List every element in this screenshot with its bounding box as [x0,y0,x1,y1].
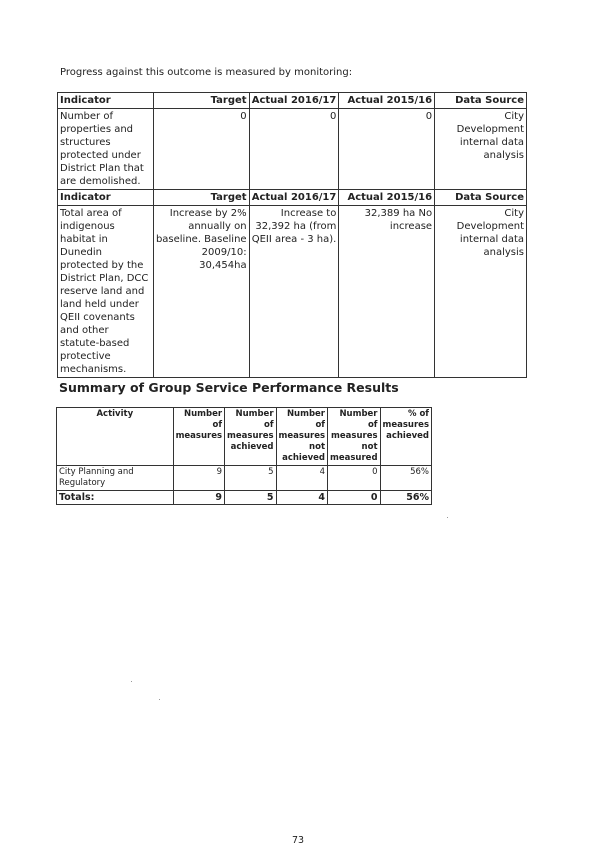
header-measures-achieved: Number of measures achieved [225,408,276,466]
scan-speck [159,699,160,700]
table-header-row [57,408,432,466]
not-measured-cell: 0 [328,466,381,491]
target-cell: 0 [153,109,249,190]
summary-table [56,407,432,505]
header-data-source: Data Source [435,190,527,206]
header-activity: Activity [57,408,174,466]
scan-speck [447,517,448,518]
totals-row [57,491,432,505]
actual-2015-16-cell: 0 [339,109,435,190]
scan-speck [131,681,132,682]
summary-heading: Summary of Group Service Performance Results [59,380,399,395]
not-measured-cell: 0 [328,491,381,505]
achieved-cell: 5 [225,491,276,505]
intro-text: Progress against this outcome is measured by monitoring: [60,67,353,78]
achieved-cell: 5 [225,466,276,491]
data-source-cell: City Development internal data analysis [435,206,527,378]
outcome-indicator-table [57,92,527,378]
activity-cell: City Planning and Regulatory [57,466,174,491]
not-achieved-cell: 4 [276,466,327,491]
header-measures-not-achieved: Number of measures not achieved [276,408,327,466]
totals-label: Totals: [57,491,174,505]
header-number-of-measures: Number of measures [173,408,224,466]
table-row [57,466,432,491]
header-target: Target [153,93,249,109]
actual-2016-17-cell: 0 [249,109,339,190]
percent-cell: 56% [380,491,431,505]
header-actual-2015-16: Actual 2015/16 [339,190,435,206]
measures-cell: 9 [173,491,224,505]
table-row [58,109,527,190]
table-row [58,206,527,378]
measures-cell: 9 [173,466,224,491]
percent-cell: 56% [380,466,431,491]
header-indicator: Indicator [58,190,154,206]
indicator-cell: Number of properties and structures protected under District Plan that are demolished. [58,109,154,190]
indicator-cell: Total area of indigenous habitat in Dunedin protected by the District Plan, DCC reserve land and land held under QEII covenants and other statute-based protective mechanisms. [58,206,154,378]
actual-2016-17-cell: Increase to 32,392 ha (from QEII area - 3 ha). [249,206,339,378]
header-indicator: Indicator [58,93,154,109]
data-source-cell: City Development internal data analysis [435,109,527,190]
header-data-source: Data Source [435,93,527,109]
table-header-row [58,93,527,109]
header-measures-not-measured: Number of measures not measured [328,408,381,466]
header-actual-2016-17: Actual 2016/17 [249,93,339,109]
table-header-row [58,190,527,206]
page-number: 73 [291,835,305,846]
not-achieved-cell: 4 [276,491,327,505]
actual-2015-16-cell: 32,389 ha No increase [339,206,435,378]
header-target: Target [153,190,249,206]
header-percent-achieved: % of measures achieved [380,408,431,466]
header-actual-2015-16: Actual 2015/16 [339,93,435,109]
target-cell: Increase by 2% annually on baseline. Baseline 2009/10: 30,454ha [153,206,249,378]
header-actual-2016-17: Actual 2016/17 [249,190,339,206]
